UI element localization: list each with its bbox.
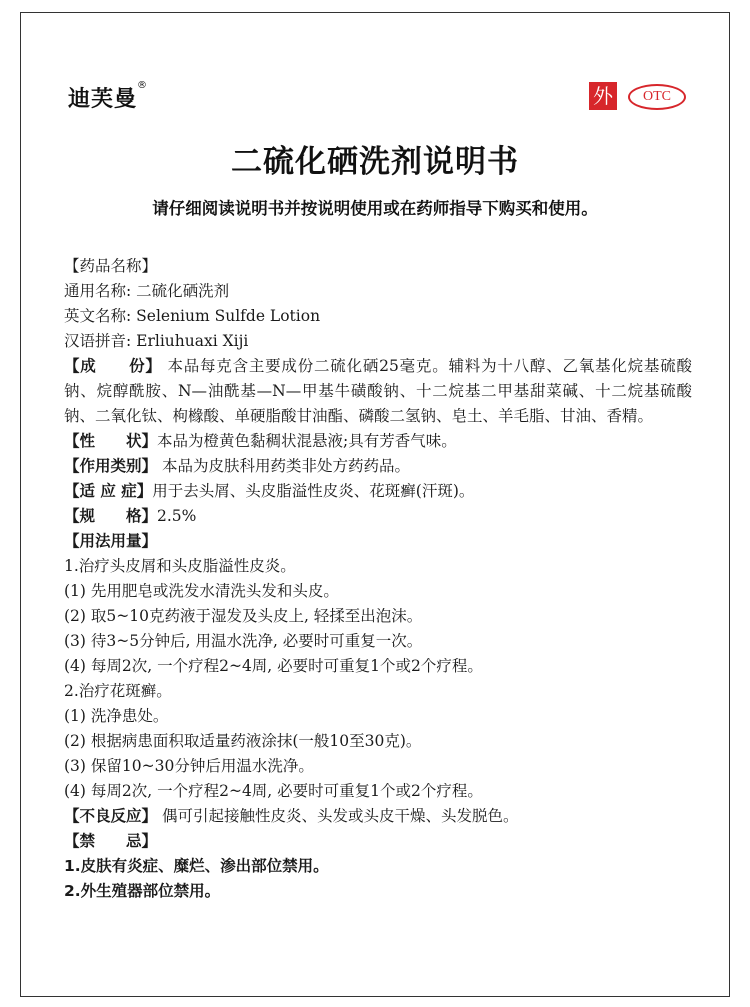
external-use-badge: 外 xyxy=(589,82,617,110)
usage-line: (2) 根据病患面积取适量药液涂抹(一般10至30克)。 xyxy=(64,732,422,750)
contraindication-line: 1.皮肤有炎症、糜烂、渗出部位禁用。 xyxy=(64,857,329,875)
adverse-text: 偶可引起接触性皮炎、头发或头皮干燥、头发脱色。 xyxy=(161,807,519,825)
english-name: 英文名称: Selenium Sulfde Lotion xyxy=(64,307,321,325)
instructions-body xyxy=(64,254,692,904)
usage-header: 【用法用量】 xyxy=(64,532,158,550)
document-title: 二硫化硒洗剂说明书 xyxy=(231,144,519,180)
usage-line: (3) 待3~5分钟后, 用温水洗净, 必要时可重复一次。 xyxy=(64,632,423,650)
category-text: 本品为皮肤科用药类非处方药药品。 xyxy=(161,457,410,475)
category-section xyxy=(64,454,692,479)
usage-line: (4) 每周2次, 一个疗程2~4周, 必要时可重复1个或2个疗程。 xyxy=(64,657,483,675)
usage-line: (4) 每周2次, 一个疗程2~4周, 必要时可重复1个或2个疗程。 xyxy=(64,782,483,800)
otc-badge: OTC xyxy=(628,84,686,110)
generic-name: 通用名称: 二硫化硒洗剂 xyxy=(64,282,230,300)
usage-line: (3) 保留10~30分钟后用温水洗净。 xyxy=(64,757,314,775)
property-section xyxy=(64,429,692,454)
adverse-label: 【不良反应】 xyxy=(64,807,158,825)
document-subtitle: 请仔细阅读说明书并按说明使用或在药师指导下购买和使用。 xyxy=(152,199,598,218)
brand-logo xyxy=(68,82,148,113)
indication-text: 用于去头屑、头皮脂溢性皮炎、花斑癣(汗斑)。 xyxy=(152,482,475,500)
contraindication-header: 【禁 忌】 xyxy=(64,832,158,850)
property-text: 本品为橙黄色黏稠状混悬液;具有芳香气味。 xyxy=(157,432,457,450)
composition-label: 【成 份】 xyxy=(64,357,162,375)
contraindication-line: 2.外生殖器部位禁用。 xyxy=(64,882,221,900)
adverse-section xyxy=(64,804,692,829)
indication-label: 【适 应 症】 xyxy=(64,482,153,500)
property-label: 【性 状】 xyxy=(64,432,158,450)
drug-name-header: 【药品名称】 xyxy=(64,257,158,275)
usage-line: 2.治疗花斑癣。 xyxy=(64,682,172,700)
spec-section xyxy=(64,504,692,529)
usage-line: (2) 取5~10克药液于湿发及头皮上, 轻揉至出泡沫。 xyxy=(64,607,423,625)
indication-section xyxy=(64,479,692,504)
spec-text: 2.5% xyxy=(157,507,197,525)
spec-label: 【规 格】 xyxy=(64,507,158,525)
composition-section xyxy=(64,354,692,429)
usage-line: (1) 洗净患处。 xyxy=(64,707,169,725)
usage-line: 1.治疗头皮屑和头皮脂溢性皮炎。 xyxy=(64,557,296,575)
composition-text: 本品每克含主要成份二硫化硒25毫克。辅料为十八醇、乙氧基化烷基硫酸钠、烷醇酰胺、N—油酰基—N—甲基牛磺酸钠、十二烷基二甲基甜菜碱、十二烷基硫酸钠、二氧化钛、枸橼酸、单硬脂酸甘油酯、磷酸二氢钠、皂土、羊毛脂、甘油、香精。 xyxy=(64,357,692,425)
usage-line: (1) 先用肥皂或洗发水清洗头发和头皮。 xyxy=(64,582,339,600)
pinyin-name: 汉语拼音: Erliuhuaxi Xiji xyxy=(64,332,249,350)
category-label: 【作用类别】 xyxy=(64,457,158,475)
registered-mark: ® xyxy=(137,80,149,91)
brand-name: 迪芙曼 xyxy=(68,87,138,112)
